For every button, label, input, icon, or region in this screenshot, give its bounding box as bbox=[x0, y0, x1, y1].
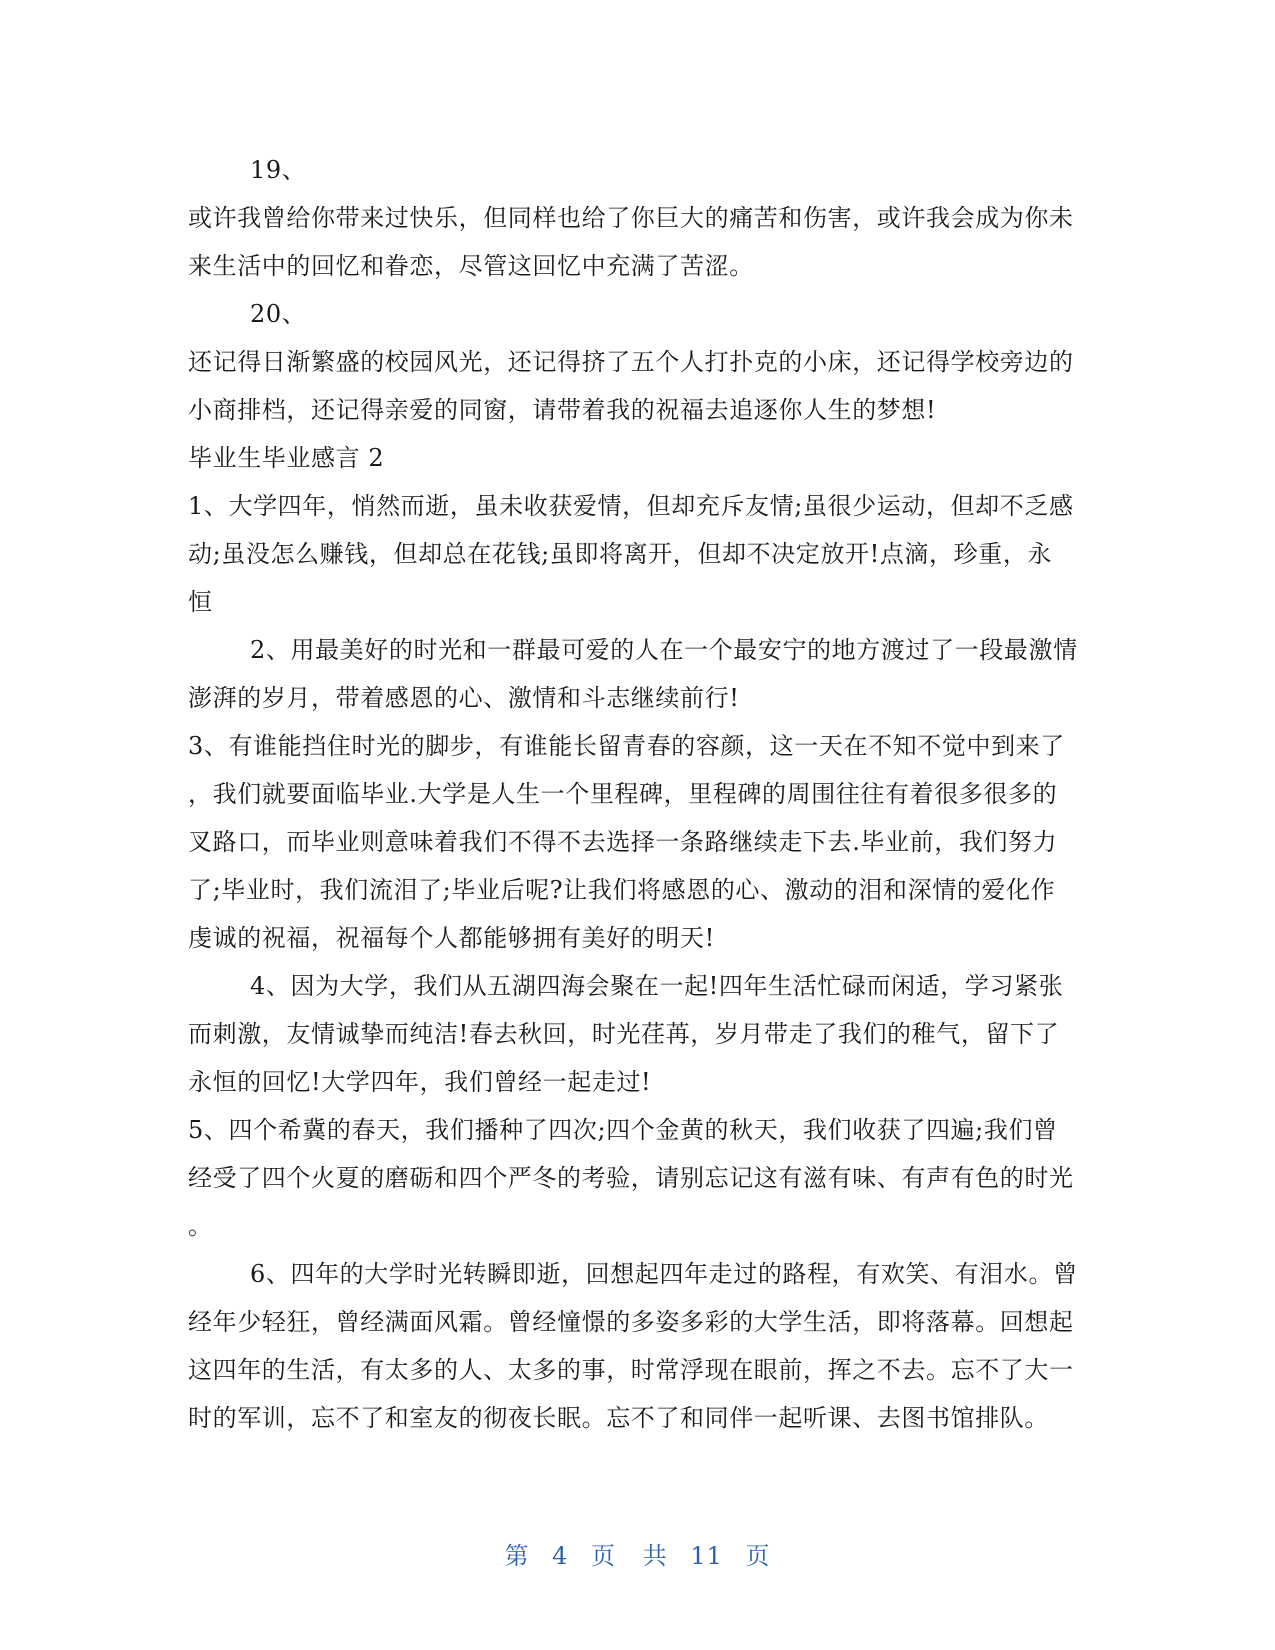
paragraph bbox=[188, 626, 1088, 722]
text-line: 澎湃的岁月，带着感恩的心、激情和斗志继续前行! bbox=[188, 684, 740, 712]
text-line: 或许我曾给你带来过快乐，但同样也给了你巨大的痛苦和伤害，或许我会成为你未 bbox=[188, 204, 1074, 232]
footer-current-page: 4 bbox=[552, 1542, 569, 1570]
paragraph bbox=[188, 194, 1088, 290]
page-footer bbox=[0, 1536, 1275, 1571]
text-line: 叉路口，而毕业则意味着我们不得不去选择一条路继续走下去.毕业前，我们努力 bbox=[188, 828, 1058, 856]
item-number bbox=[188, 146, 1088, 194]
text-line: 了;毕业时，我们流泪了;毕业后呢?让我们将感恩的心、激动的泪和深情的爱化作 bbox=[188, 876, 1056, 904]
document-body bbox=[188, 146, 1088, 1442]
text-line: 2、用最美好的时光和一群最可爱的人在一个最安宁的地方渡过了一段最激情 bbox=[250, 636, 1078, 664]
text-line: 经受了四个火夏的磨砺和四个严冬的考验，请别忘记这有滋有味、有声有色的时光 bbox=[188, 1164, 1074, 1192]
text-line: 3、有谁能挡住时光的脚步，有谁能长留青春的容颜，这一天在不知不觉中到来了 bbox=[188, 732, 1065, 760]
text-line: 而刺激，友情诚挚而纯洁!春去秋回，时光荏苒，岁月带走了我们的稚气，留下了 bbox=[188, 1020, 1060, 1048]
text-line: 恒 bbox=[188, 588, 213, 616]
text-line: 虔诚的祝福，祝福每个人都能够拥有美好的明天! bbox=[188, 924, 715, 952]
text-line: 毕业生毕业感言 2 bbox=[188, 444, 385, 472]
paragraph bbox=[188, 1250, 1088, 1442]
footer-total-pages: 11 bbox=[690, 1542, 723, 1570]
paragraph bbox=[188, 962, 1088, 1106]
paragraph bbox=[188, 722, 1088, 962]
footer-suffix: 页 bbox=[745, 1542, 771, 1570]
paragraph bbox=[188, 1106, 1088, 1250]
footer-page-label: 页 bbox=[591, 1542, 617, 1570]
text-line: 经年少轻狂，曾经满面风霜。曾经憧憬的多姿多彩的大学生活，即将落幕。回想起 bbox=[188, 1308, 1074, 1336]
paragraph bbox=[188, 338, 1088, 434]
text-line: ，我们就要面临毕业.大学是人生一个里程碑，里程碑的周围往往有着很多很多的 bbox=[188, 780, 1058, 808]
footer-prefix: 第 bbox=[504, 1542, 530, 1570]
text-line: 小商排档，还记得亲爱的同窗，请带着我的祝福去追逐你人生的梦想! bbox=[188, 396, 937, 424]
paragraph bbox=[188, 482, 1088, 626]
text-line: 这四年的生活，有太多的人、太多的事，时常浮现在眼前，挥之不去。忘不了大一 bbox=[188, 1356, 1074, 1384]
text-line: 5、四个希冀的春天，我们播种了四次;四个金黄的秋天，我们收获了四遍;我们曾 bbox=[188, 1116, 1058, 1144]
text-line: 1、大学四年，悄然而逝，虽未收获爱情，但却充斥友情;虽很少运动，但却不乏感 bbox=[188, 492, 1074, 520]
text-line: 时的军训，忘不了和室友的彻夜长眠。忘不了和同伴一起听课、去图书馆排队。 bbox=[188, 1404, 1049, 1432]
text-line: 6、四年的大学时光转瞬即逝，回想起四年走过的路程，有欢笑、有泪水。曾 bbox=[250, 1260, 1078, 1288]
text-line: 还记得日渐繁盛的校园风光，还记得挤了五个人打扑克的小床，还记得学校旁边的 bbox=[188, 348, 1074, 376]
text-line: 动;虽没怎么赚钱，但却总在花钱;虽即将离开，但却不决定放开!点滴，珍重，永 bbox=[188, 540, 1053, 568]
item-number bbox=[188, 290, 1088, 338]
text-line: 。 bbox=[188, 1212, 213, 1240]
text-line: 20、 bbox=[250, 300, 307, 328]
section-heading bbox=[188, 434, 1088, 482]
text-line: 4、因为大学，我们从五湖四海会聚在一起!四年生活忙碌而闲适，学习紧张 bbox=[250, 972, 1064, 1000]
text-line: 19、 bbox=[250, 156, 307, 184]
text-line: 来生活中的回忆和眷恋，尽管这回忆中充满了苦涩。 bbox=[188, 252, 754, 280]
text-line: 永恒的回忆!大学四年，我们曾经一起走过! bbox=[188, 1068, 652, 1096]
footer-total-prefix: 共 bbox=[642, 1542, 668, 1570]
